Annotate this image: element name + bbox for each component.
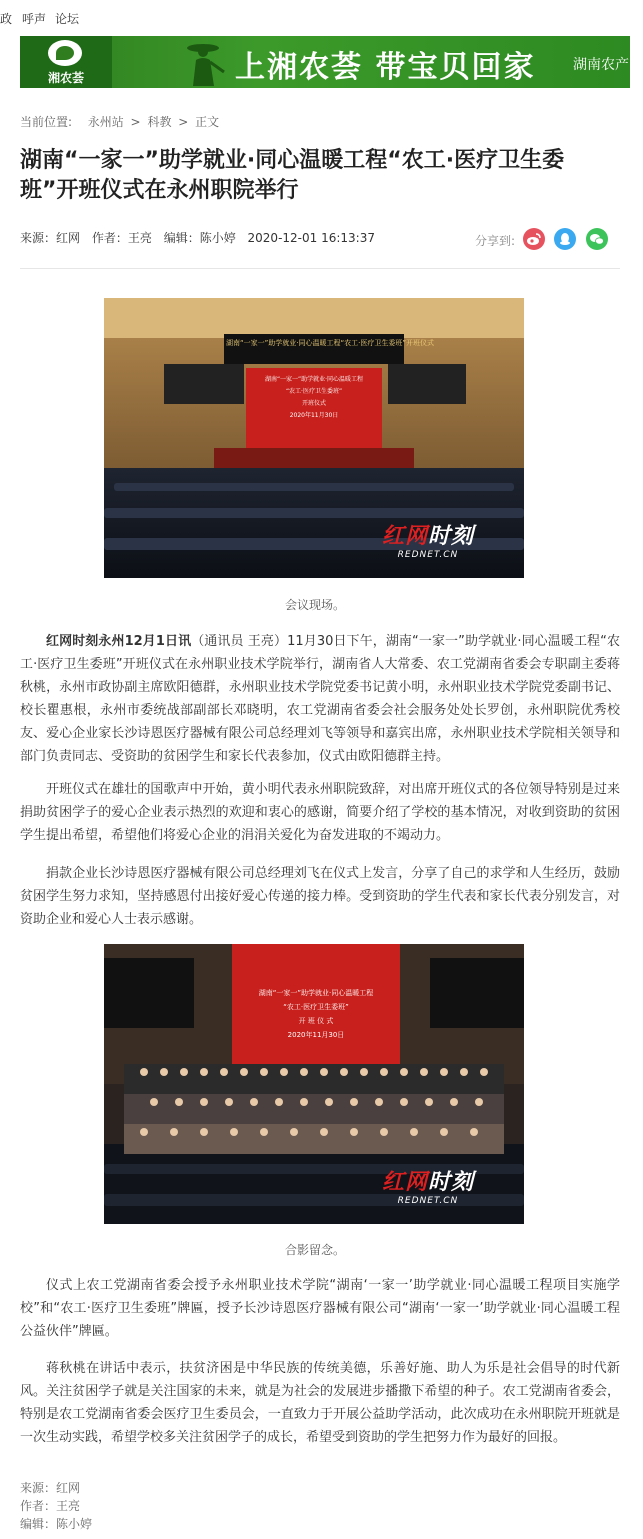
- watermark-sub: REDNET.CN: [397, 550, 459, 560]
- photo-caption-group: 合影留念。: [284, 1243, 345, 1257]
- screen-line-1: 湖南“一家一”助学就业·同心温暖工程: [264, 376, 364, 383]
- breadcrumb-item-article: 正文: [195, 115, 220, 129]
- banner-logo-text: 湘农荟: [47, 71, 84, 85]
- share-weibo-button[interactable]: [523, 228, 545, 250]
- footer-author: 作者：王亮: [20, 1499, 81, 1513]
- nav-item-forum[interactable]: 论坛: [55, 12, 80, 26]
- screen-line-2: “农工·医疗卫生委班”: [285, 388, 343, 395]
- article-source: 来源：红网: [20, 231, 81, 245]
- photo-caption-meeting: 会议现场。: [284, 598, 345, 612]
- leaf-icon: [56, 46, 74, 60]
- watermark-part1: 红网: [381, 1170, 428, 1195]
- watermark-part2: 时刻: [427, 1170, 474, 1195]
- screen-date: 2020年11月30日: [289, 412, 339, 419]
- top-nav: [0, 0, 630, 36]
- share-wechat-button[interactable]: [586, 228, 608, 250]
- breadcrumb-separator: >: [130, 115, 141, 129]
- paragraph-lead: 红网时刻永州12月1日讯: [46, 634, 192, 649]
- banner-right-text: 湖南农产品: [573, 57, 643, 73]
- article-paragraph: 仪式上农工党湖南省委会授予永州职业技术学院“湖南‘一家一’助学就业·同心温暖工程项目实施学校”和“农工·医疗卫生委班”牌匾，授予长沙诗恩医疗器械有限公司“湖南‘一家一’助学就业·同心温暖工程公益伙伴”牌匾。: [20, 1278, 620, 1339]
- paragraph-body: （通讯员 王亮）11月30日下午，湖南“一家一”助学就业·同心温暖工程“农工·医疗卫生委班”开班仪式在永州职业技术学院举行，湖南省人大常委、农工党湖南省委会专职副主委蒋秋桃，永州市政协副主席欧阳德群，永州职业技术学院党委书记黄小明，永州职业技术学院党委副书记、校长瞿惠根，永州市委统战部副部长邓晓明，农工党湖南省委会社会服务处处长罗创，永州职院优秀校友、爱心企业家长沙诗恩医疗器械有限公司总经理刘飞等领导和嘉宾出席，永州职业技术学院相关领导和部门负责同志、受资助的贫困学生和家长代表参加，仪式由欧阳德群主持。: [20, 634, 620, 764]
- share-label: 分享到:: [475, 234, 516, 248]
- venue-screen-text: [246, 374, 382, 422]
- article-paragraph: 蒋秋桃在讲话中表示，扶贫济困是中华民族的传统美德，乐善好施、助人为乐是社会倡导的时代新风。关注贫困学子就是关注国家的未来，就是为社会的发展进步播撒下希望的种子。农工党湖南省委会，特别是农工党湖南省委会医疗卫生委员会，一直致力于开展公益助学活动，此次成功在永州职院开班就是一次生动实践，希望学校多关注贫困学子的成长，希望受到资助的学生把努力作为最好的回报。: [20, 1361, 620, 1445]
- watermark-part1: 红网: [381, 524, 428, 549]
- screen-date: 2020年11月30日: [287, 1031, 345, 1039]
- nav-item-voice[interactable]: 呼声: [22, 12, 47, 26]
- article-photo-group: [104, 944, 524, 1224]
- banner-logo: [20, 36, 112, 88]
- watermark-part2: 时刻: [427, 524, 474, 549]
- screen-line-3: 开班仪式: [301, 400, 326, 407]
- wechat-icon: [586, 228, 608, 250]
- rednet-watermark: [382, 1165, 474, 1206]
- article-paragraph: [20, 630, 620, 768]
- article-datetime: 2020-12-01 16:13:37: [247, 231, 375, 245]
- nav-item-politics[interactable]: 政: [0, 12, 13, 26]
- article-title: 湖南“一家一”助学就业·同心温暖工程“农工·医疗卫生委班”开班仪式在永州职院举行: [20, 148, 565, 203]
- article-paragraph: 捐款企业长沙诗恩医疗器械有限公司总经理刘飞在仪式上发言，分享了自己的求学和人生经历，鼓励贫困学生努力求知，坚持感恩付出接好爱心传递的接力棒。受到资助的学生代表和家长代表分别发言，对资助企业和爱心人士表示感谢。: [20, 866, 620, 927]
- rednet-watermark: [382, 519, 474, 560]
- footer-source: 来源：红网: [20, 1481, 81, 1495]
- article-photo-meeting: [104, 298, 524, 578]
- farmer-silhouette-icon: [178, 38, 228, 86]
- banner-slogan: 上湘农荟 带宝贝回家: [235, 50, 536, 85]
- article-editor: 编辑：陈小婷: [163, 231, 236, 245]
- venue-banner-text: 湖南“一家一”助学就业·同心温暖工程“农工·医疗卫生委班”开班仪式: [226, 339, 434, 347]
- breadcrumb-label: 当前位置:: [20, 115, 73, 129]
- breadcrumb-separator: >: [178, 115, 189, 129]
- ad-banner[interactable]: [20, 36, 643, 88]
- footer-editor: 编辑：陈小婷: [20, 1517, 93, 1531]
- breadcrumb-item-yongzhou[interactable]: 永州站: [87, 115, 124, 129]
- screen-line-3: 开 班 仪 式: [298, 1017, 334, 1025]
- breadcrumb-item-science[interactable]: 科教: [147, 115, 172, 129]
- weibo-icon: [523, 228, 545, 250]
- group-screen-text: [232, 986, 400, 1042]
- share-qq-button[interactable]: [554, 228, 576, 250]
- watermark-sub: REDNET.CN: [397, 1196, 459, 1206]
- article-paragraph: 开班仪式在雄壮的国歌声中开始，黄小明代表永州职院致辞，对出席开班仪式的各位领导特别是过来捐助贫困学子的爱心企业表示热烈的欢迎和衷心的感谢，简要介绍了学校的基本情况，对收到资助的贫困学生提出希望，希望他们将爱心企业的涓涓关爱化为奋发进取的不竭动力。: [20, 782, 620, 843]
- header-divider: [20, 268, 620, 269]
- article-author: 作者：王亮: [91, 231, 152, 245]
- article-meta: [20, 229, 383, 246]
- screen-line-1: 湖南“一家一”助学就业·同心温暖工程: [258, 989, 374, 997]
- screen-line-2: “农工·医疗卫生委班”: [283, 1003, 349, 1011]
- breadcrumb: [20, 113, 219, 130]
- qq-icon: [554, 228, 576, 250]
